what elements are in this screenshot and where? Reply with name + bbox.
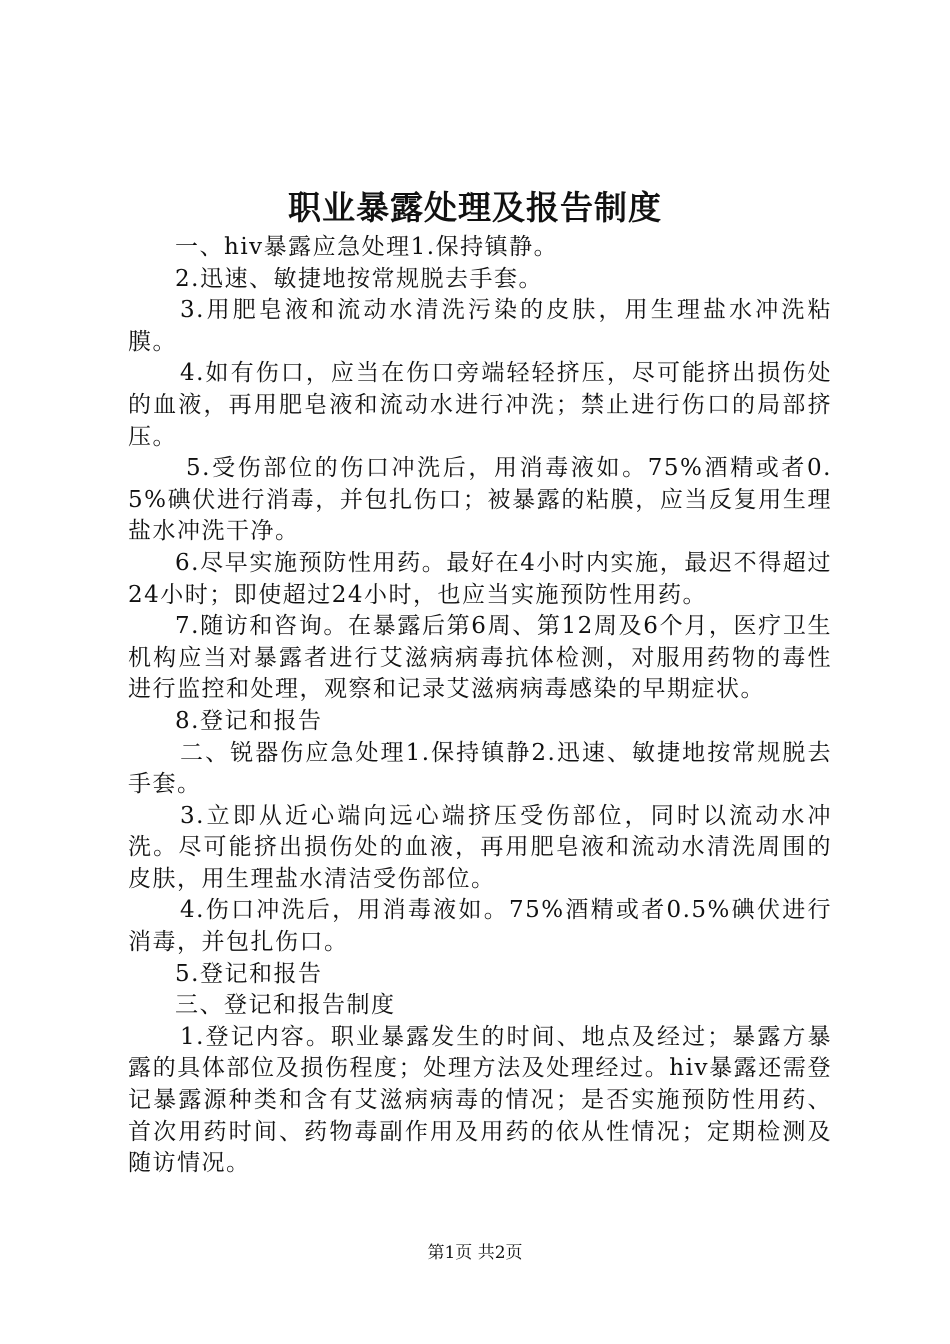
paragraph-hiv-step-6: 6.尽早实施预防性用药。最好在4小时内实施，最迟不得超过24小时；即使超过24小时，也应当实施预防性用药。 — [128, 549, 832, 608]
paragraph-sharps-step-3: 3.立即从近心端向远心端挤压受伤部位，同时以流动水冲洗。尽可能挤出损伤处的血液，再用肥皂液和流动水清洗周围的皮肤，用生理盐水清洁受伤部位。 — [128, 802, 832, 892]
paragraph-hiv-heading: 一、hiv暴露应急处理1.保持镇静。 — [175, 234, 559, 260]
paragraph-sharps-heading: 二、锐器伤应急处理1.保持镇静2.迅速、敏捷地按常规脱去手套。 — [128, 739, 832, 798]
paragraph-hiv-step-2: 2.迅速、敏捷地按常规脱去手套。 — [175, 265, 543, 292]
paragraph-sharps-step-4: 4.伤口冲洗后，用消毒液如。75%酒精或者0.5%碘伏进行消毒，并包扎伤口。 — [128, 897, 832, 956]
paragraph-hiv-step-8: 8.登记和报告 — [175, 707, 323, 734]
paragraph-hiv-step-7: 7.随访和咨询。在暴露后第6周、第12周及6个月，医疗卫生机构应当对暴露者进行艾滋病病毒抗体检测，对服用药物的毒性进行监控和处理，观察和记录艾滋病病毒感染的早期症状。 — [128, 613, 832, 703]
document-body — [128, 232, 832, 1180]
document-title: 职业暴露处理及报告制度 — [288, 188, 662, 227]
paragraph-sharps-step-5: 5.登记和报告 — [175, 960, 323, 987]
paragraph-hiv-step-5: 5.受伤部位的伤口冲洗后，用消毒液如。75%酒精或者0.5%碘伏进行消毒，并包扎伤口；被暴露的粘膜，应当反复用生理盐水冲洗干净。 — [128, 455, 832, 545]
paragraph-report-step-1: 1.登记内容。职业暴露发生的时间、地点及经过；暴露方暴露的具体部位及损伤程度；处理方法及处理经过。hiv暴露还需登记暴露源种类和含有艾滋病病毒的情况；是否实施预防性用药、首次用药时间、药物毒副作用及用药的依从性情况；定期检测及随访情况。 — [128, 1023, 832, 1177]
page-footer: 第1页 共2页 — [427, 1243, 523, 1263]
paragraph-hiv-step-4: 4.如有伤口，应当在伤口旁端轻轻挤压，尽可能挤出损伤处的血液，再用肥皂液和流动水进行冲洗；禁止进行伤口的局部挤压。 — [128, 360, 832, 450]
paragraph-report-heading: 三、登记和报告制度 — [175, 992, 396, 1019]
paragraph-hiv-step-3: 3.用肥皂液和流动水清洗污染的皮肤，用生理盐水冲洗粘膜。 — [128, 297, 832, 355]
